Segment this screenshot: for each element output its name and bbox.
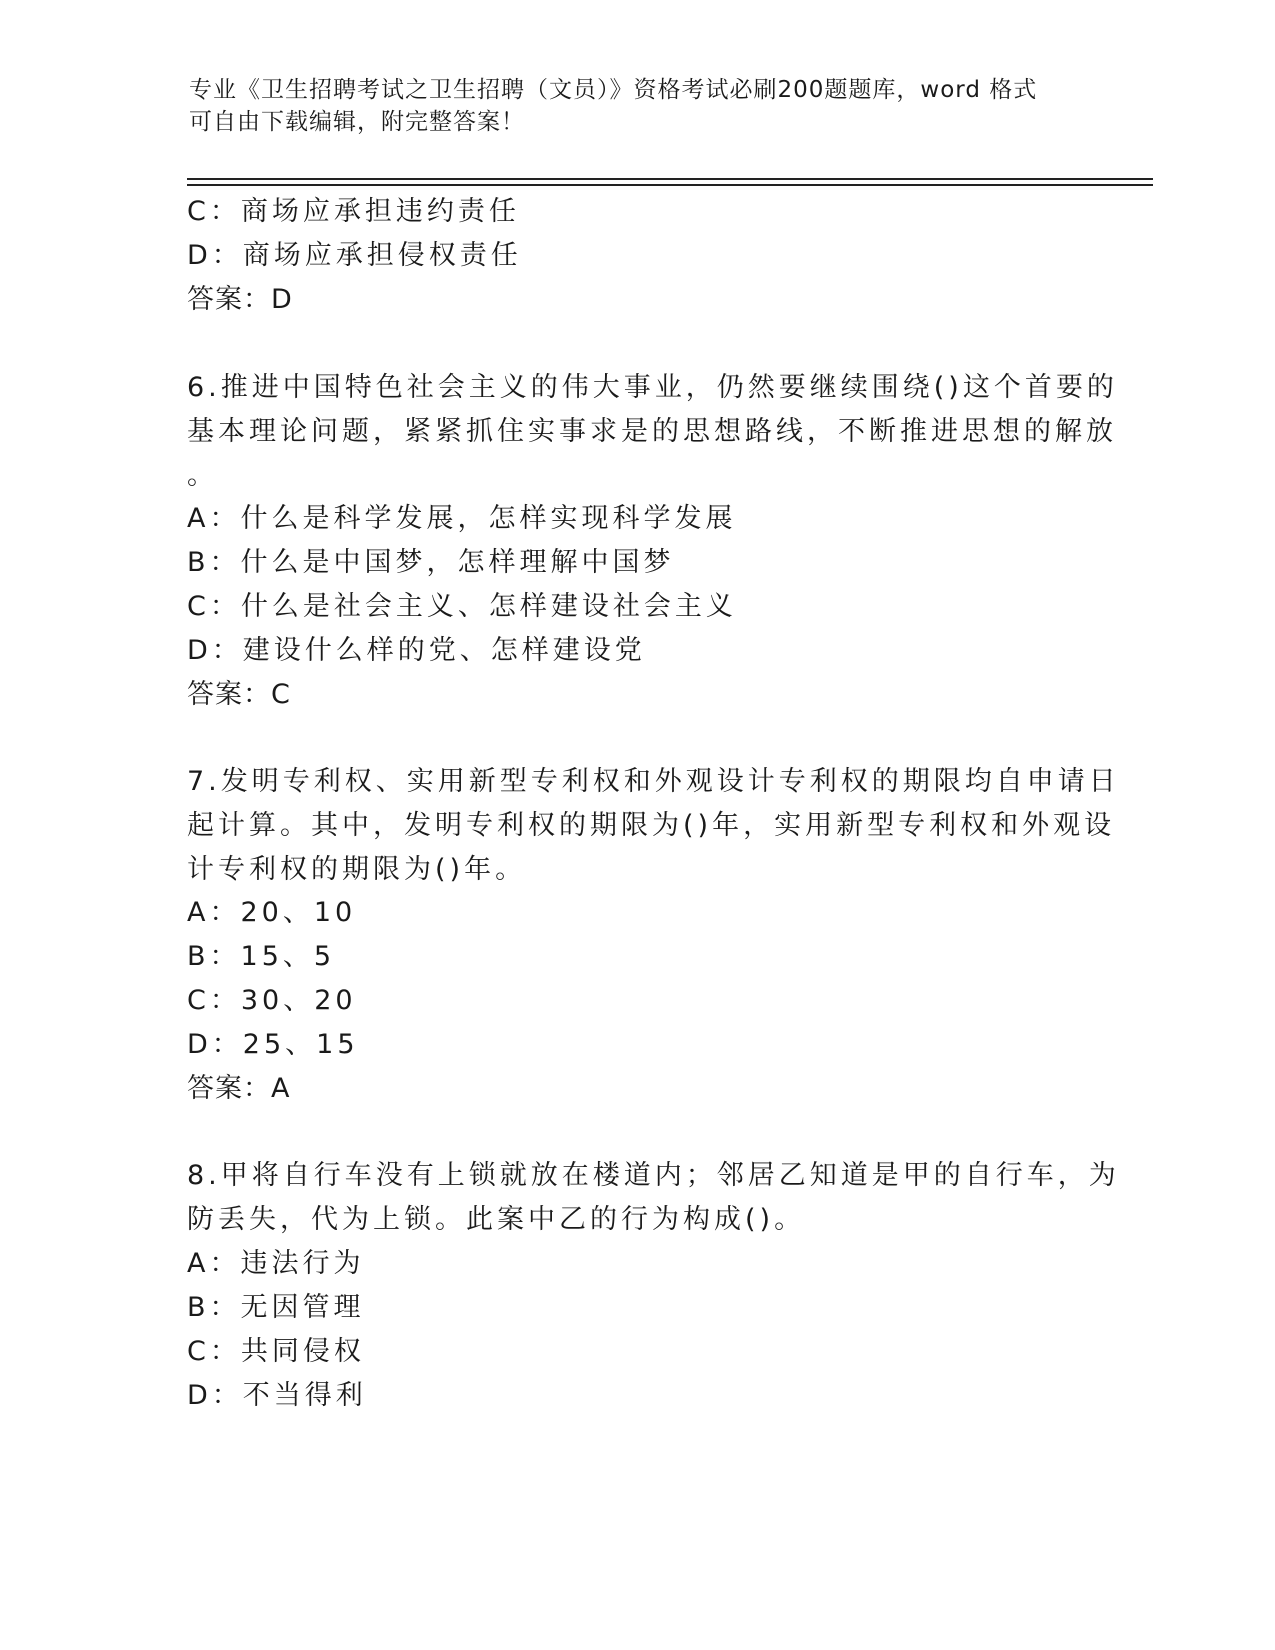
q6-option-b: B：什么是中国梦，怎样理解中国梦 xyxy=(187,547,675,578)
q7-stem-line-3: 计专利权的期限为()年。 xyxy=(187,854,527,885)
q8-option-b: B：无因管理 xyxy=(187,1292,365,1323)
header-line-1: 专业《卫生招聘考试之卫生招聘（文员）》资格考试必刷200题题库，word 格式 xyxy=(189,77,1038,103)
q5-option-c: C：商场应承担违约责任 xyxy=(187,196,520,227)
q6-option-d: D：建设什么样的党、怎样建设党 xyxy=(187,635,646,666)
q7-option-c: C：30、20 xyxy=(187,985,357,1016)
q7-option-b: B：15、5 xyxy=(187,941,336,972)
header-rule-top xyxy=(187,178,1153,180)
q8-stem-line-2: 防丢失，代为上锁。此案中乙的行为构成()。 xyxy=(187,1204,806,1235)
q5-answer: 答案：D xyxy=(187,284,293,315)
q6-option-a: A：什么是科学发展，怎样实现科学发展 xyxy=(187,503,737,534)
q8-stem-line-1: 8.甲将自行车没有上锁就放在楼道内；邻居乙知道是甲的自行车，为 xyxy=(187,1160,1120,1191)
header-rule-bottom xyxy=(187,184,1153,186)
document-header xyxy=(189,74,1069,138)
q5-option-d: D：商场应承担侵权责任 xyxy=(187,240,522,271)
q6-stem-line-1: 6.推进中国特色社会主义的伟大事业，仍然要继续围绕()这个首要的 xyxy=(187,372,1118,403)
q8-option-c: C：共同侵权 xyxy=(187,1336,365,1367)
q6-answer: 答案：C xyxy=(187,679,291,710)
q6-stem-line-2: 基本理论问题，紧紧抓住实事求是的思想路线，不断推进思想的解放 xyxy=(187,416,1117,447)
q7-stem-line-1: 7.发明专利权、实用新型专利权和外观设计专利权的期限均自申请日 xyxy=(187,766,1120,797)
q7-option-a: A：20、10 xyxy=(187,897,357,928)
q7-stem-line-2: 起计算。其中，发明专利权的期限为()年，实用新型专利权和外观设 xyxy=(187,810,1116,841)
q7-answer: 答案：A xyxy=(187,1073,291,1104)
q7-option-d: D：25、15 xyxy=(187,1029,359,1060)
q6-option-c: C：什么是社会主义、怎样建设社会主义 xyxy=(187,591,737,622)
q6-stem-line-3: 。 xyxy=(187,460,218,491)
header-line-2: 可自由下载编辑，附完整答案！ xyxy=(189,109,525,135)
q8-option-a: A：违法行为 xyxy=(187,1248,365,1279)
q8-option-d: D：不当得利 xyxy=(187,1380,367,1411)
